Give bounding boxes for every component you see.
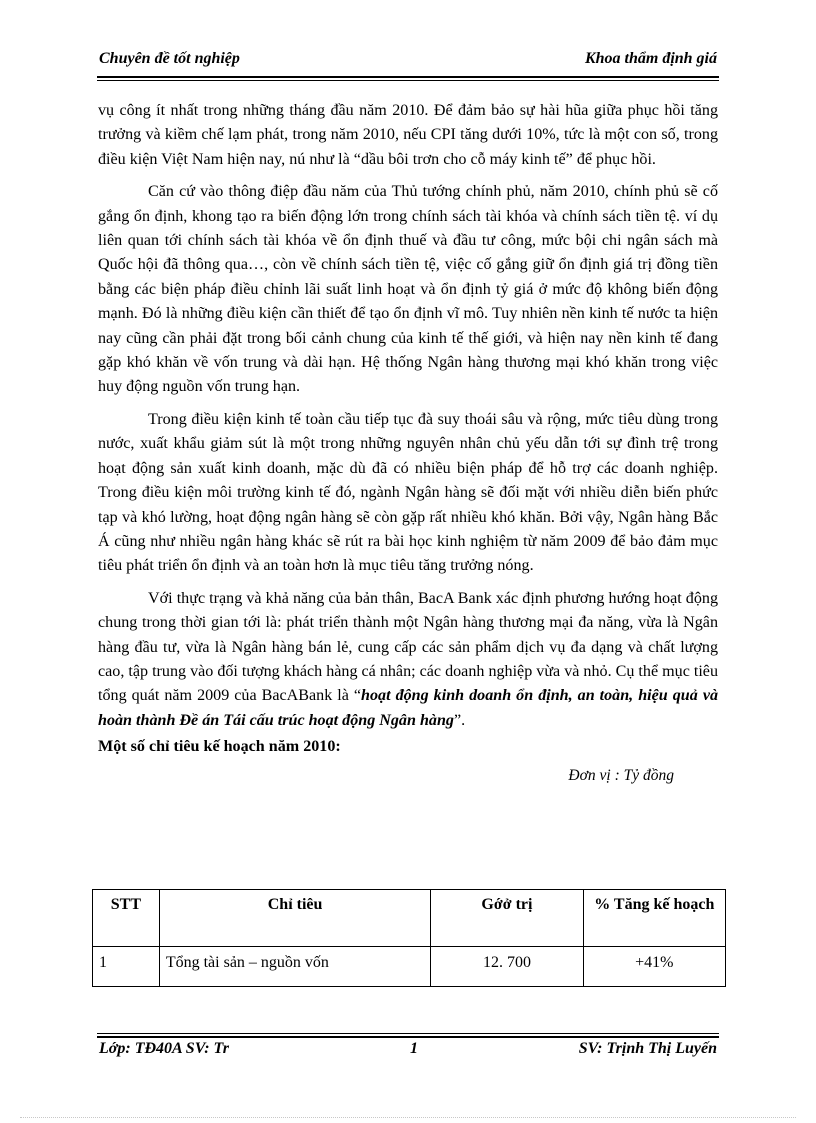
paragraph-4-emphasis: hoạt động kinh doanh ổn định, an toàn, hiệu quả và hoàn thành Đề án Tái cấu trúc hoạt động Ngân hàng <box>98 687 719 729</box>
footer-student: SV: Trịnh Thị Luyến <box>578 1040 717 1057</box>
footer-class: Lớp: TĐ40A SV: Tr <box>99 1040 229 1057</box>
paragraph-1: vụ công ít nhất trong những tháng đầu năm 2010. Để đảm bảo sự hài hũa giữa phục hồi tăng trưởng và kiềm chế lạm phát, trong năm 2010, nếu CPI tăng dưới 10%, tức là một con số, trong điều kiện Việt Nam hiện nay, nú như là “dầu bôi trơn cho cỗ máy kinh tế” để phục hồi. <box>98 102 718 168</box>
header-left-title: Chuyên đề tốt nghiệp <box>99 50 240 67</box>
cell-stt: 1 <box>93 947 160 987</box>
paragraph-2: Căn cứ vào thông điệp đầu năm của Thủ tướng chính phủ, năm 2010, chính phủ sẽ cố gắng ổn định, khong tạo ra biến động lớn trong chính sách tài khóa và chính sách tiền tệ. ví dụ liên quan tới chính sách tài khóa về ổn định thuế và đầu tư công, mức bội chi ngân sách mà Quốc hội đã thông qua…, còn về chính sách tiền tệ, việc cố gắng giữ ổn định giá trị đồng tiền bằng các biện pháp điều chỉnh lãi suất linh hoạt và ổn định tỷ giá ở mức độ không biến động mạnh. Đó là những điều kiện cần thiết để tạo ổn định vĩ mô. Tuy nhiên nền kinh tế nước ta hiện nay cũng cần phải đặt trong bối cảnh chung của kinh tế thế giới, và hiện nay nền kinh tế đang gặp khó khăn về vốn trung và dài hạn. Hệ thống Ngân hàng thương mại khó khăn trong việc huy động nguồn vốn trung hạn. <box>98 183 718 396</box>
paragraph-3: Trong điều kiện kinh tế toàn cầu tiếp tục đà suy thoái sâu và rộng, mức tiêu dùng trong nước, xuất khẩu giảm sút là một trong những nguyên nhân chủ yếu dẫn tới sự đình trệ trong hoạt động sản xuất kinh doanh, mặc dù đã có nhiều biện pháp để hỗ trợ các doanh nghiệp. Trong điều kiện môi trường kinh tế đó, ngành Ngân hàng sẽ đối mặt với nhiều diễn biến phức tạp và khó lường, hoạt động ngân hàng sẽ còn gặp rất nhiều khó khăn. Bởi vậy, Ngân hàng Bắc Á cũng như nhiều ngân hàng khác sẽ rút ra bài học kinh nghiệm từ năm 2009 để bảo đảm mục tiêu phát triển ổn định và an toàn hơn là mục tiêu tăng trưởng nóng. <box>98 410 718 575</box>
footer-rule-thick <box>97 1036 719 1038</box>
page-footer <box>97 1040 719 1064</box>
header-rule-thick <box>97 76 719 78</box>
header-growth: % Tăng kế hoạch <box>583 890 725 947</box>
header-right-title: Khoa thẩm định giá <box>584 50 717 67</box>
page-number: 1 <box>410 1040 418 1057</box>
paragraph-4 <box>98 587 718 733</box>
cell-indicator: Tổng tài sản – nguồn vốn <box>159 947 431 987</box>
table-row <box>93 947 726 987</box>
header-value: Gớở trị <box>431 890 583 947</box>
header-indicator: Chỉ tiêu <box>159 890 431 947</box>
plan-table <box>92 889 726 987</box>
document-body <box>98 99 718 788</box>
header-rule-thin <box>97 80 719 81</box>
cell-growth: +41% <box>583 947 725 987</box>
paragraph-4-text: Với thực trạng và khả năng của bản thân, BacA Bank xác định phương hướng hoạt động chung trong thời gian tới là: phát triển thành một Ngân hàng thương mại đa năng, vừa là Ngân hàng đầu tư, vừa là Ngân hàng bán lẻ, cung cấp các sản phẩm dịch vụ đa dạng và chất lượng cao, tập trung vào đối tượng khách hàng cá nhân; các doanh nghiệp vừa và nhỏ. Cụ thể mục tiêu tổng quát năm 2009 của BacABank là “ <box>98 589 718 705</box>
paragraph-4-end: ”. <box>453 711 466 729</box>
footer-rule-thin <box>97 1033 719 1034</box>
header-stt: STT <box>93 890 160 947</box>
unit-label: Đơn vị : Tỷ đồng <box>568 766 674 784</box>
cell-value: 12. 700 <box>431 947 583 987</box>
section-title: Một số chỉ tiêu kế hoạch năm 2010: <box>98 738 341 756</box>
page-header <box>97 48 719 74</box>
table-header-row <box>93 890 726 947</box>
page-edge-dotted-line <box>20 1117 796 1118</box>
